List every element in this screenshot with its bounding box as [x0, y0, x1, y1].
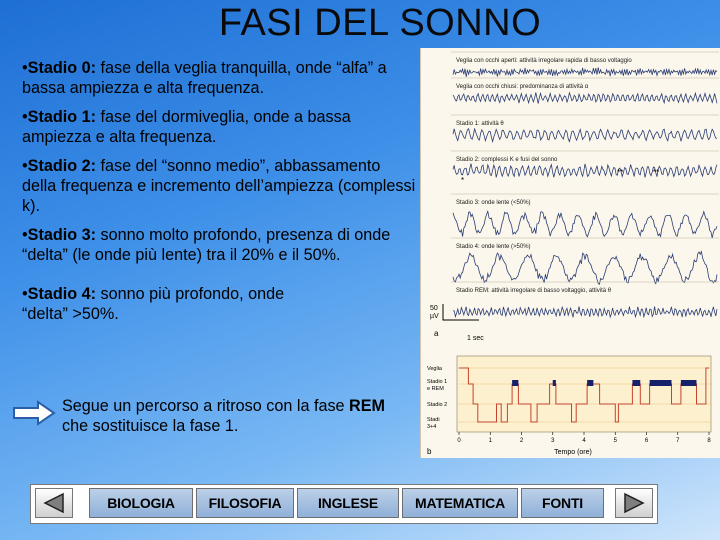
next-slide-button[interactable] — [615, 488, 653, 518]
hypnogram-x-tick: 6 — [644, 438, 649, 444]
note-bold: REM — [349, 397, 386, 415]
bullet-stadio-3 — [22, 225, 417, 266]
bullet-stadio-0 — [22, 58, 417, 99]
hypnogram-y-label: Stadio 2 — [427, 402, 448, 408]
eeg-trace — [453, 129, 717, 142]
rem-block — [587, 380, 593, 386]
bullet-text: sonno molto profondo, presenza di onde “delta” (le onde più lente) tra il 20% e il 50%. — [22, 225, 391, 265]
hypnogram-y-label: Veglia — [427, 366, 442, 372]
nav-inglese-button[interactable]: INGLESE — [297, 488, 399, 518]
hypnogram — [427, 356, 711, 444]
bullet-marker: • — [22, 284, 28, 303]
bullet-label: Stadio 0: — [27, 59, 97, 77]
note-text-end: che sostituisce la fase 1. — [62, 417, 239, 436]
hypnogram-y-label: Stadio 1 — [427, 379, 448, 385]
triangle-left-icon — [41, 492, 67, 514]
time-scale: 1 sec — [467, 335, 484, 342]
navigation-bar — [30, 484, 658, 524]
rem-note-text — [62, 396, 402, 437]
bullet-label: Stadio 2: — [27, 156, 97, 175]
hypnogram-x-tick: 5 — [613, 438, 617, 444]
hypnogram-x-tick: 4 — [582, 438, 586, 444]
eeg-row-label: Veglia con occhi aperti: attività irregolare rapida di basso voltaggio — [456, 58, 632, 64]
hypnogram-x-tick: 3 — [551, 438, 555, 444]
spindle-mark: ** — [617, 168, 624, 177]
bullet-list — [22, 58, 417, 332]
bullet-marker: • — [22, 59, 28, 77]
hypnogram-x-tick: 2 — [519, 438, 524, 444]
eeg-trace — [453, 68, 717, 77]
eeg-figure — [420, 48, 720, 458]
eeg-trace — [453, 93, 717, 104]
eeg-trace — [453, 252, 717, 285]
hypnogram-frame — [457, 356, 711, 432]
bullet-stadio-1 — [22, 107, 417, 148]
eeg-row-label: Stadio 4: onde lente (>50%) — [456, 244, 531, 250]
hypnogram-x-tick: 8 — [707, 438, 711, 444]
eeg-trace — [453, 164, 717, 178]
rem-block — [632, 380, 640, 386]
eeg-row-label: Stadio 2: complessi K e fusi del sonno — [456, 157, 558, 163]
bullet-stadio-2 — [22, 156, 417, 217]
bullet-text: fase del “sonno medio”, abbassamento della frequenza e incremento dell’ampiezza (complessi k). — [22, 156, 416, 216]
eeg-traces — [451, 52, 719, 317]
bullet-label: Stadio 1: — [27, 107, 97, 126]
nav-matematica-button[interactable]: MATEMATICA — [402, 488, 518, 518]
hypnogram-y-label: e REM — [427, 386, 444, 392]
right-arrow-icon — [12, 400, 56, 426]
rem-block — [553, 380, 556, 386]
eeg-row-label: Stadio REM: attività irregolare di basso voltaggio, attività θ — [456, 288, 612, 294]
bullet-stadio-4 — [22, 284, 322, 325]
rem-block — [512, 380, 518, 386]
scale-unit: µV — [430, 313, 439, 320]
hypnogram-y-label: Stadi — [427, 417, 440, 423]
panel-b-label: b — [427, 447, 432, 456]
bullet-text: fase della veglia tranquilla, onde “alfa” a bassa ampiezza e alta frequenza. — [22, 59, 387, 98]
rem-block — [681, 380, 697, 386]
note-text: Segue un percorso a ritroso con la fase — [62, 397, 350, 415]
hypnogram-x-tick: 7 — [676, 438, 680, 444]
nav-biologia-button[interactable]: BIOLOGIA — [89, 488, 193, 518]
eeg-row-label: Veglia con occhi chiusi: predominanza di attività α — [456, 84, 589, 90]
hypnogram-xlabel: Tempo (ore) — [554, 449, 592, 456]
eeg-trace — [453, 306, 717, 317]
bullet-text: sonno più profondo, onde “delta” >50%. — [22, 284, 285, 324]
spindle-mark: ** — [653, 168, 660, 177]
nav-filosofia-button[interactable]: FILOSOFIA — [196, 488, 294, 518]
eeg-row-label: Stadio 1: attività θ — [456, 121, 504, 127]
bullet-marker: • — [22, 156, 28, 175]
bullet-marker: • — [22, 225, 28, 244]
bullet-text: fase del dormiveglia, onde a bassa ampiezza e alta frequenza. — [22, 107, 351, 147]
prev-slide-button[interactable] — [35, 488, 73, 518]
nav-fonti-button[interactable]: FONTI — [521, 488, 604, 518]
rem-block — [650, 380, 672, 386]
k-complex-mark: * — [461, 176, 465, 185]
hypnogram-y-label: 3+4 — [427, 424, 437, 430]
eeg-row-label: Stadio 3: onde lente (<50%) — [456, 200, 531, 206]
eeg-trace — [453, 211, 717, 238]
bullet-label: Stadio 4: — [27, 284, 97, 303]
hypnogram-x-tick: 1 — [488, 438, 492, 444]
bullet-label: Stadio 3: — [27, 225, 97, 244]
eeg-figure-svg — [421, 48, 720, 458]
panel-a-label: a — [434, 329, 439, 338]
slide-title: FASI DEL SONNO — [218, 2, 542, 44]
triangle-right-icon — [621, 492, 647, 514]
hypnogram-x-tick: 0 — [457, 438, 461, 444]
bullet-marker: • — [22, 107, 28, 126]
scale-value: 50 — [430, 305, 438, 312]
